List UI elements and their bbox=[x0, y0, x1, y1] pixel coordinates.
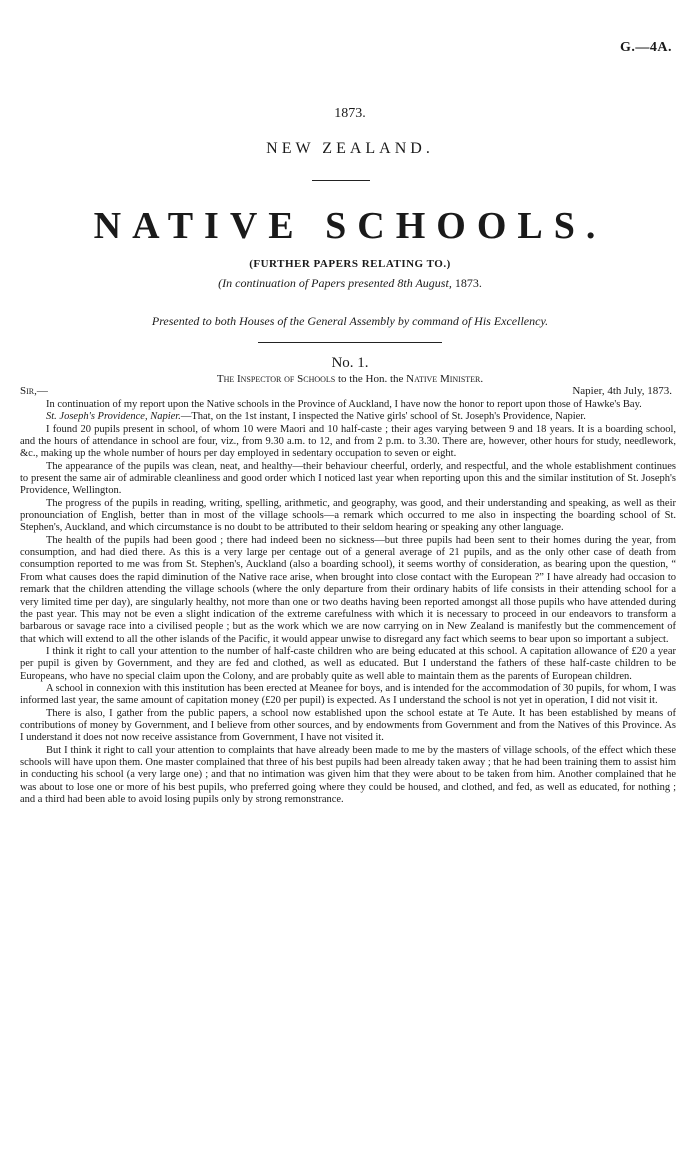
heading-minister: Native Minister. bbox=[406, 373, 484, 385]
document-reference: G.—4A. bbox=[620, 40, 672, 55]
paragraph: The appearance of the pupils was clean, neat, and healthy—their behaviour cheerful, orderly, and respectful, and the whole establishment continues to present the same air of admirable cleanliness and good order which I noticed last year when reporting upon this and the similar institution of St. Joseph's Providence, Wellington. bbox=[20, 460, 676, 497]
heading-from: The Inspector of Schools bbox=[216, 373, 336, 385]
main-title: NATIVE SCHOOLS. bbox=[93, 205, 607, 247]
salutation: Sir,— bbox=[20, 385, 48, 397]
paragraph: There is also, I gather from the public papers, a school now established upon the school estate at Te Aute. It has been established by means of contributions of money by Government, and I believe from other sources, and by endowments from Government and from the Natives of this Province. As I understand it does not now receive assistance from Government, I have not visited it. bbox=[20, 707, 676, 744]
paragraph: But I think it right to call your attention to complaints that have already been made to me by the masters of village schools, of the effect which these schools will have upon them. One master complained that three of his best pupils had been already taken away ; that he had been training them to assist him in conducting his school (a very large one) ; and that no intimation was given him that they were about to be taken from him. Another complained that he was about to lose one or more of his best pupils, who preferred going where they could be housed, and clothed, and fed, as well as educated, for nothing ; and a third had been able to avoid losing pupils only by strong remonstrance. bbox=[20, 744, 676, 805]
title-divider bbox=[312, 180, 370, 181]
paragraph: I found 20 pupils present in school, of whom 10 were Maori and 10 half-caste ; their ages varying between 9 and 18 years. It is a boarding school, and the hours of attendance in school are four, viz., from 9.30 a.m. to 12, and from 2 p.m. to 3.30. There are, however, other hours for study, needlework, &c., making up the whole number of hours per day employed in sedentary occupation to seven or eight. bbox=[20, 423, 676, 460]
heading-to: to the Hon. the bbox=[338, 373, 404, 385]
paragraph: I think it right to call your attention to the number of half-caste children who are being educated at this school. A capitation allowance of £20 a year per pupil is given by Government, and they are fed and clothed, as well as educated. But I understand the fathers of these half-caste children to be Europeans, who have no special claim upon the Colony, and are probably quite as well able to maintain them as the parents of European children. bbox=[20, 645, 676, 682]
paragraph: The health of the pupils had been good ; there had indeed been no sickness—but three pupils had been sent to their homes during the year, from consumption, and had died there. As this is a very large per centage out of a general average of 21 pupils, and as the only other case of death from consumption reported to me was from St. Stephen's, Auckland (also a boarding school), it seems worthy of consideration, as bearing upon the question, “ From what causes does the rapid diminution of the Native race arise, when brought into close contact with the European ?” I have already had occasion to remark that the children attending the village schools (where the only departure from their ordinary habits of life consists in their attending school for a very limited time per day), are singularly healthy, not more than one or two deaths having been reported amongst all those pupils who have attended during the past year. This may not be even a slight indication of the extreme carefulness with which it is necessary to proceed in our endeavors to transform a barbarous or savage race into a civilised people ; but as the work which we are now carrying on in New Zealand is manifestly but the commencement of that which will extend to all the other islands of the Pacific, it would appear unwise to disregard any fact which seems to bear upon so important a subject. bbox=[20, 534, 676, 645]
letter-heading bbox=[0, 373, 700, 385]
paragraph: In continuation of my report upon the Native schools in the Province of Auckland, I have now the honor to report upon those of Hawke's Bay. bbox=[46, 399, 642, 410]
continuation-text: (In continuation of Papers presented 8th August, bbox=[218, 276, 452, 290]
country-title: NEW ZEALAND. bbox=[266, 140, 434, 157]
letter-number: No. 1. bbox=[331, 355, 369, 371]
paragraph: The progress of the pupils in reading, writing, spelling, arithmetic, and geography, was good, and their understanding and speaking, as well as their pronounciation of English, better than in most of the village schools—a remark which occurred to me also in inspecting the boarding school of St. Stephen's, Auckland, and which circumstance is no doubt to be attributed to their seldom hearing or speaking any other language. bbox=[20, 497, 676, 534]
paragraph: St. Joseph's Providence, Napier.—That, on the 1st instant, I inspected the Native girls' school of St. Joseph's Providence, Napier. bbox=[46, 411, 586, 423]
paragraph: A school in connexion with this institution has been erected at Meanee for boys, and is intended for the accommodation of 30 pupils, for whom, I was informed last year, the same amount of capitation money (£20 per pupil) is expected. As I understand the school is not yet in operation, I did not visit it. bbox=[20, 682, 676, 707]
paragraph-lead: St. Joseph's Providence, Napier. bbox=[46, 411, 181, 423]
publication-year: 1873. bbox=[334, 106, 366, 121]
letter-body bbox=[20, 399, 676, 806]
presented-note: Presented to both Houses of the General Assembly by command of His Excellency. bbox=[151, 314, 549, 328]
continuation-year: 1873. bbox=[454, 276, 482, 290]
dateline: Napier, 4th July, 1873. bbox=[572, 385, 672, 397]
continuation-note bbox=[0, 276, 700, 291]
section-divider bbox=[258, 342, 442, 343]
subtitle: (FURTHER PAPERS RELATING TO.) bbox=[249, 258, 451, 270]
